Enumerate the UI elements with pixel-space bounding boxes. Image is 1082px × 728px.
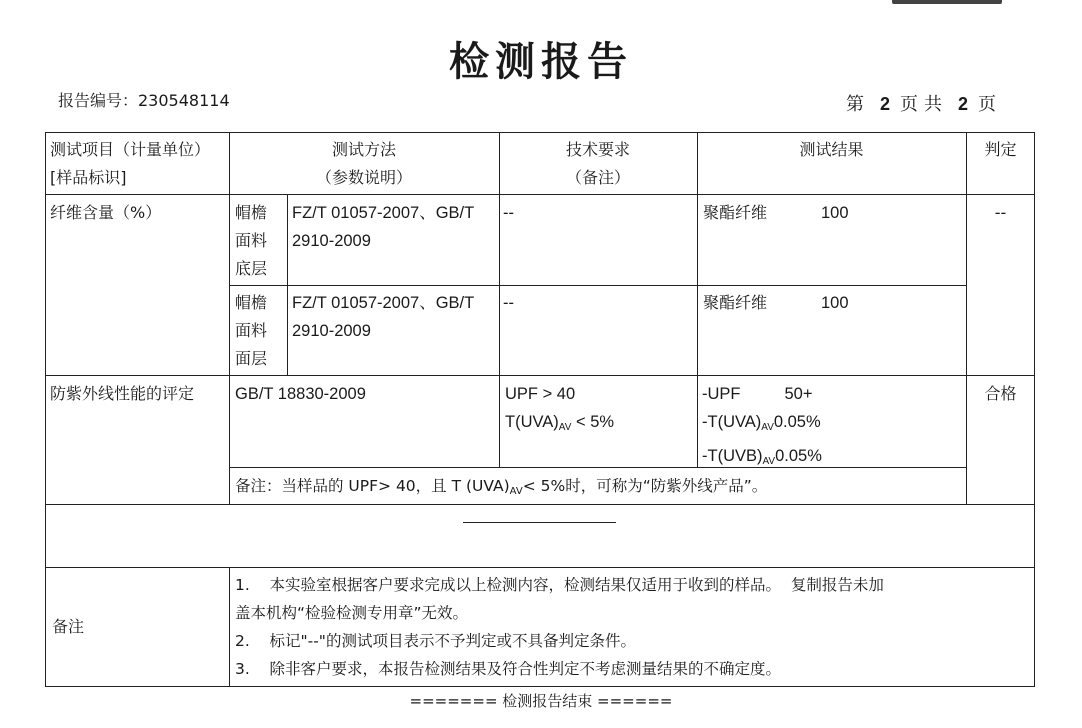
uv-result-line bbox=[702, 380, 964, 408]
sample-part-line: 面层 bbox=[235, 349, 268, 368]
fiber-item: 纤维含量（%） bbox=[50, 203, 162, 222]
col-divider bbox=[229, 567, 230, 687]
header-method-line: （参数说明） bbox=[315, 168, 412, 187]
text-span: 0.05% bbox=[773, 413, 821, 431]
fiber-result-name: 聚酯纤维 bbox=[703, 293, 768, 312]
header-method bbox=[230, 136, 498, 192]
subscript: AV bbox=[762, 456, 776, 467]
header-divider bbox=[45, 194, 1035, 195]
uv-note bbox=[235, 472, 963, 506]
page-word: 第 bbox=[846, 94, 864, 115]
report-end-marker: ======= 检测报告结束 ====== bbox=[409, 692, 673, 710]
sample-part-line: 帽檐 bbox=[235, 293, 268, 312]
header-stamp-mark bbox=[892, 0, 1002, 4]
page-word: 页 bbox=[978, 94, 997, 115]
header-item bbox=[50, 136, 228, 192]
fiber-result-value: 100 bbox=[821, 204, 849, 222]
fiber-method bbox=[292, 289, 498, 345]
method-line: 2910-2009 bbox=[292, 322, 371, 340]
sample-part-line: 底层 bbox=[235, 259, 268, 278]
header-method-line: 测试方法 bbox=[331, 140, 396, 159]
text-span: -UPF bbox=[702, 385, 741, 403]
row-divider bbox=[45, 567, 1035, 568]
uv-requirement bbox=[505, 380, 695, 442]
col-divider bbox=[966, 132, 967, 505]
fiber-requirement: -- bbox=[503, 204, 514, 222]
remark-line: 1. 本实验室根据客户要求完成以上检测内容，检测结果仅适用于收到的样品。 复制报告未加 bbox=[235, 576, 884, 594]
col-divider bbox=[697, 132, 698, 468]
uv-result-line bbox=[702, 408, 964, 442]
row-divider bbox=[229, 285, 967, 286]
page-word: 页 bbox=[900, 94, 919, 115]
remark-line: 盖本机构“检验检测专用章”无效。 bbox=[235, 604, 469, 622]
remarks-label: 备注 bbox=[52, 617, 85, 636]
table-border-left bbox=[45, 132, 46, 687]
uv-judgement: 合格 bbox=[984, 384, 1017, 403]
method-line: 2910-2009 bbox=[292, 232, 371, 250]
header-requirement-line: 技术要求 bbox=[565, 140, 630, 159]
table-border-bottom bbox=[45, 686, 1035, 687]
text-span: < 5%时，可称为“防紫外线产品”。 bbox=[522, 477, 768, 495]
fiber-method bbox=[292, 199, 498, 255]
subscript: AV bbox=[509, 486, 523, 497]
blank-row-separator bbox=[463, 522, 616, 523]
header-requirement bbox=[500, 136, 696, 192]
text-span: 50+ bbox=[784, 385, 813, 403]
current-page: 2 bbox=[880, 94, 891, 114]
text-span: < 5% bbox=[571, 413, 615, 431]
uv-item: 防紫外线性能的评定 bbox=[50, 384, 195, 403]
sample-part-line: 帽檐 bbox=[235, 203, 268, 222]
report-number: 报告编号：230548114 bbox=[58, 91, 230, 110]
sample-part-line: 面料 bbox=[235, 231, 268, 250]
text-span: -T(UVA) bbox=[702, 413, 762, 431]
uv-method: GB/T 18830-2009 bbox=[235, 385, 366, 403]
page-title: 检测报告 bbox=[449, 38, 633, 85]
page-word: 共 bbox=[924, 94, 943, 115]
text-span: T(UVA) bbox=[505, 413, 559, 431]
sample-part bbox=[235, 199, 285, 283]
header-requirement-line: （备注） bbox=[565, 168, 630, 187]
uv-result bbox=[702, 380, 964, 476]
uv-result-line bbox=[702, 442, 964, 476]
row-divider bbox=[45, 375, 1035, 376]
header-item-line: [样品标识] bbox=[50, 168, 127, 187]
col-divider bbox=[287, 194, 288, 376]
fiber-result-name: 聚酯纤维 bbox=[703, 203, 768, 222]
subscript: AV bbox=[558, 422, 572, 433]
page-indicator bbox=[846, 90, 996, 116]
text-span: -T(UVB) bbox=[702, 447, 763, 465]
header-result: 测试结果 bbox=[799, 140, 864, 159]
table-border-top bbox=[45, 132, 1035, 133]
header-judgement: 判定 bbox=[984, 140, 1017, 159]
sample-part bbox=[235, 289, 285, 373]
method-line: FZ/T 01057-2007、GB/T bbox=[292, 204, 475, 222]
method-line: FZ/T 01057-2007、GB/T bbox=[292, 294, 475, 312]
remark-line: 2. 标记"--"的测试项目表示不予判定或不具备判定条件。 bbox=[235, 632, 636, 650]
fiber-judgement: -- bbox=[994, 203, 1007, 222]
text-span: 0.05% bbox=[775, 447, 822, 465]
table-border-right bbox=[1034, 132, 1035, 687]
uv-requirement-line bbox=[505, 408, 695, 442]
subscript: AV bbox=[761, 422, 774, 433]
fiber-result-value: 100 bbox=[821, 294, 849, 312]
text-span: 备注：当样品的 UPF> 40，且 T (UVA) bbox=[235, 477, 510, 495]
total-pages: 2 bbox=[958, 94, 969, 114]
header-item-line: 测试项目（计量单位） bbox=[50, 140, 211, 159]
remarks-content bbox=[235, 571, 1033, 683]
fiber-requirement: -- bbox=[503, 294, 514, 312]
sample-part-line: 面料 bbox=[235, 321, 268, 340]
uv-requirement-line: UPF > 40 bbox=[505, 385, 576, 403]
remark-line: 3. 除非客户要求，本报告检测结果及符合性判定不考虑测量结果的不确定度。 bbox=[235, 660, 781, 678]
